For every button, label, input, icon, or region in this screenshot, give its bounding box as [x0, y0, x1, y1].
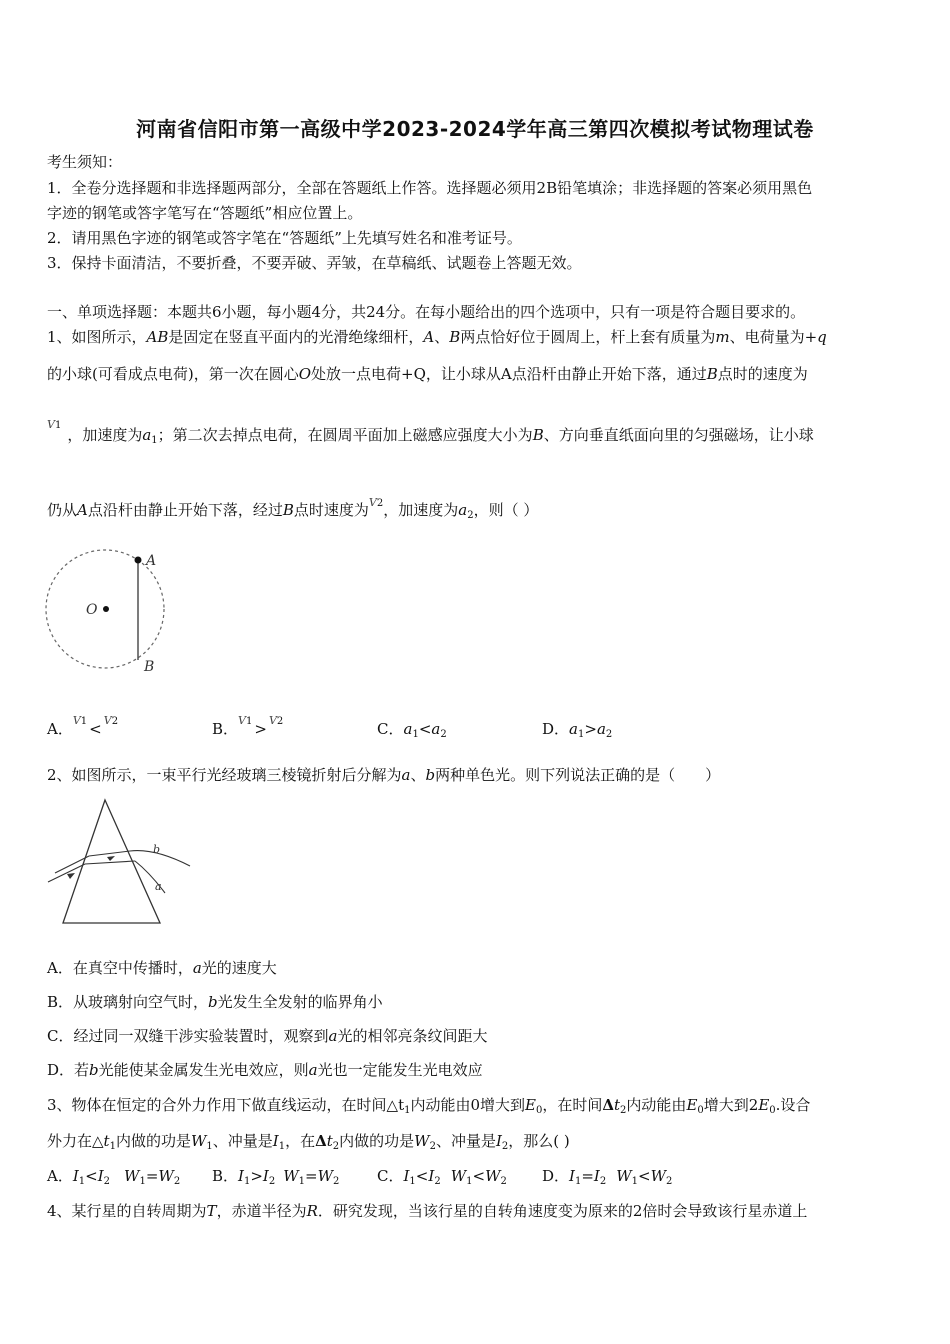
q2-option-d[interactable]: D．若b光能使某金属发生光电效应，则a光也一定能发生光电效应 — [47, 1061, 483, 1079]
q3-line-1: 3、物体在恒定的合外力作用下做直线运动，在时间$\triangle t_1$内动能由0增大到$E_0$，在时间$\Delta t_2$内动能由$E_0$增大到$2E_0$.设合 — [47, 1096, 811, 1116]
q3-option-a[interactable]: A．$I_1<I_2$ $W_1=W_2$ — [47, 1167, 181, 1187]
q1-circle-figure — [40, 545, 170, 675]
label-b-ray: b — [153, 843, 161, 856]
q1-option-b[interactable]: B．V1 > V2 — [212, 714, 284, 738]
q3-option-b[interactable]: B．$I_1>I_2$ $W_1=W_2$ — [212, 1167, 340, 1187]
q2-prism-figure — [45, 798, 195, 928]
q4-line-1: 4、某行星的自转周期为T，赤道半径为R．研究发现，当该行星的自转角速度变为原来的2倍时会导致该行星赤道上 — [47, 1202, 808, 1220]
q3-option-d[interactable]: D．$I_1=I_2$ $W_1<W_2$ — [542, 1167, 673, 1187]
arrow-2 — [107, 856, 115, 861]
section-heading: 一、单项选择题：本题共6小题，每小题4分，共24分。在每小题给出的四个选项中，只有一项是符合题目要求的。 — [47, 303, 806, 321]
q2-option-c[interactable]: C．经过同一双缝干涉实验装置时，观察到a光的相邻亮条纹间距大 — [47, 1027, 488, 1045]
q1-option-d[interactable]: D．$a_1>a_2$ — [542, 720, 613, 740]
arrow-1 — [67, 873, 75, 879]
refracted-ray-2 — [89, 851, 130, 856]
q3-option-c[interactable]: C．$I_1<I_2$ $W_1<W_2$ — [377, 1167, 507, 1187]
notice-heading: 考生须知： — [47, 153, 123, 171]
q1-line-4: 仍从A点沿杆由静止开始下落，经过B点时速度为V2，加速度为$a_2$，则（ ） — [47, 496, 539, 521]
q2-stem: 2、如图所示，一束平行光经玻璃三棱镜折射后分解为a、b两种单色光。则下列说法正确的是（ ） — [47, 766, 721, 784]
page-title: 河南省信阳市第一高级中学2023-2024学年高三第四次模拟考试物理试卷 — [136, 117, 814, 141]
notice-item-2: 2．请用黑色字迹的钢笔或答字笔在“答题纸”上先填写姓名和准考证号。 — [47, 229, 522, 247]
q1-option-a[interactable]: A．V1 < V2 — [47, 714, 119, 738]
label-o: O — [86, 602, 98, 618]
notice-item-3: 3．保持卡面清洁，不要折叠，不要弄破、弄皱，在草稿纸、试题卷上答题无效。 — [47, 254, 582, 272]
label-b: B — [144, 659, 155, 675]
notice-item-1-cont: 字迹的钢笔或答字笔写在“答题纸”相应位置上。 — [47, 204, 363, 222]
q2-option-a[interactable]: A．在真空中传播时，a光的速度大 — [47, 959, 277, 977]
q1-line-3: V1，加速度为$a_1$；第二次去掉点电荷，在圆周平面加上磁感应强度大小为B、方向垂直纸面向里的匀强磁场，让小球 — [47, 418, 814, 446]
q3-line-2: 外力在$\triangle t_1$内做的功是$W_1$、冲量是$I_1$，在$\Delta t_2$内做的功是$W_2$、冲量是$I_2$，那么( ) — [47, 1132, 570, 1152]
q1-line-2: 的小球(可看成点电荷)，第一次在圆心O处放一点电荷+Q，让小球从A点沿杆由静止开始下落，通过B点时的速度为 — [47, 365, 808, 383]
label-a-ray: a — [155, 880, 162, 893]
q1-option-c[interactable]: C．$a_1<a_2$ — [377, 720, 447, 740]
center-o — [103, 606, 109, 612]
q2-option-b[interactable]: B．从玻璃射向空气时，b光发生全发射的临界角小 — [47, 993, 383, 1011]
refracted-ray-1 — [85, 861, 135, 864]
q1-line-1: 1、如图所示，AB是固定在竖直平面内的光滑绝缘细杆，A、B两点恰好位于圆周上，杆上套有质量为m、电荷量为+q — [47, 328, 827, 346]
ball-a — [135, 557, 142, 564]
notice-item-1: 1．全卷分选择题和非选择题两部分，全部在答题纸上作答。选择题必须用2B铅笔填涂；非选择题的答案必须用黑色 — [47, 179, 813, 197]
label-a: A — [146, 553, 157, 569]
